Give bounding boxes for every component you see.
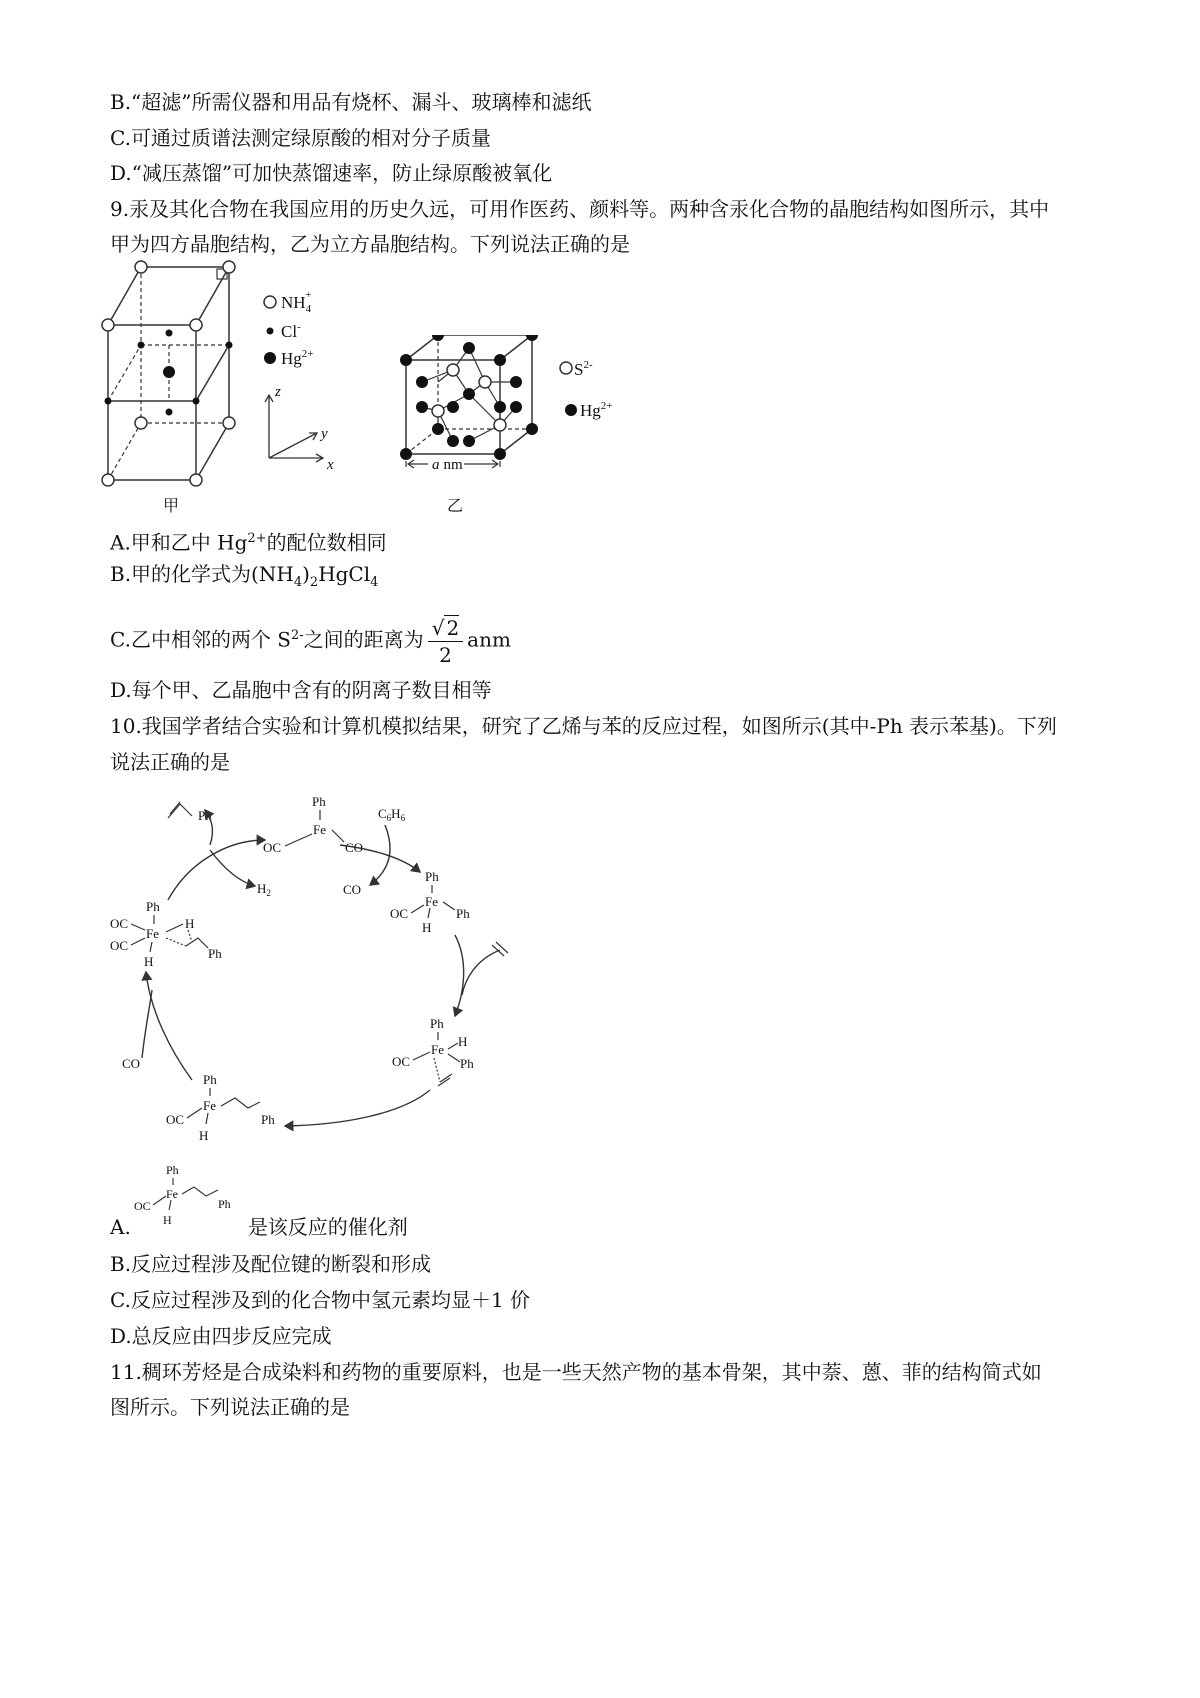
q8-option-d: D.“减压蒸馏”可加快蒸馏速率，防止绿原酸被氧化 bbox=[110, 161, 553, 185]
q9-stem-line2: 甲为四方晶胞结构，乙为立方晶胞结构。下列说法正确的是 bbox=[110, 232, 630, 256]
svg-text:OC: OC bbox=[390, 906, 409, 921]
q11-stem-line1: 11.稠环芳烃是合成染料和药物的重要原料，也是一些天然产物的基本骨架，其中萘、蒽、菲的结构简式如 bbox=[110, 1360, 1042, 1384]
legend-nh4-label: $NH_4+$ bbox=[281, 289, 312, 315]
svg-text:z: z bbox=[275, 384, 281, 400]
svg-text:OC: OC bbox=[166, 1112, 185, 1127]
q9-option-a: A.甲和乙中 $Hg^{2+}$的配位数相同 bbox=[110, 530, 387, 555]
crystal-cell-yi-figure bbox=[390, 335, 670, 535]
q9-option-d: D.每个甲、乙晶胞中含有的阴离子数目相等 bbox=[110, 678, 492, 702]
q8-option-c: C.可通过质谱法测定绿原酸的相对分子质量 bbox=[110, 126, 491, 150]
caption-jia: 甲 bbox=[163, 498, 180, 515]
svg-text:Ph: Ph bbox=[425, 869, 439, 884]
legend-hg-label: $Hg^{2+}$ bbox=[281, 348, 314, 368]
q8-option-b: B.“超滤”所需仪器和用品有烧杯、漏斗、玻璃棒和滤纸 bbox=[110, 90, 592, 114]
svg-text:H: H bbox=[163, 1213, 172, 1226]
svg-text:Fe: Fe bbox=[431, 1042, 444, 1057]
svg-text:OC: OC bbox=[263, 840, 282, 855]
svg-text:H: H bbox=[199, 1128, 209, 1143]
h2-label: $H_2$ bbox=[257, 881, 271, 898]
q10-option-a: A. 是该反应的催化剂 bbox=[110, 1215, 408, 1239]
crystal-cell-jia-figure bbox=[95, 255, 395, 517]
q10-stem-line2: 说法正确的是 bbox=[110, 750, 230, 774]
svg-text:OC: OC bbox=[110, 916, 129, 931]
svg-text:Ph: Ph bbox=[312, 794, 326, 809]
svg-text:OC: OC bbox=[110, 938, 129, 953]
svg-text:Ph: Ph bbox=[430, 1016, 444, 1031]
svg-text:Fe: Fe bbox=[313, 822, 326, 837]
svg-text:Fe: Fe bbox=[146, 926, 159, 941]
q9-option-c: C.乙中相邻的两个 $S^{2-}$之间的距离为 $\frac{√ 2}{2}$ anm bbox=[110, 615, 511, 667]
svg-text:H: H bbox=[185, 916, 195, 931]
svg-text:H: H bbox=[458, 1034, 468, 1049]
svg-text:CO: CO bbox=[343, 882, 362, 897]
svg-text:H: H bbox=[144, 954, 154, 969]
benzene-label: $C_6H_6$ bbox=[378, 806, 406, 823]
q10-option-b: B.反应过程涉及配位键的断裂和形成 bbox=[110, 1252, 432, 1276]
svg-text:Fe: Fe bbox=[425, 894, 438, 909]
svg-text:Ph: Ph bbox=[203, 1072, 217, 1087]
svg-text:OC: OC bbox=[134, 1199, 151, 1213]
svg-text:OC: OC bbox=[392, 1054, 411, 1069]
q10-stem-line1: 10.我国学者结合实验和计算机模拟结果，研究了乙烯与苯的反应过程，如图所示(其中-Ph 表示苯基)。下列 bbox=[110, 714, 1057, 738]
q9-option-b: B.甲的化学式为$(NH_4)_2HgCl_4$ bbox=[110, 562, 379, 590]
legend-cl-label: Cl- bbox=[281, 321, 301, 341]
q11-stem-line2: 图所示。下列说法正确的是 bbox=[110, 1395, 350, 1419]
svg-text:Ph: Ph bbox=[456, 906, 470, 921]
svg-text:Fe: Fe bbox=[166, 1187, 178, 1201]
svg-text:Fe: Fe bbox=[203, 1098, 216, 1113]
catalytic-cycle-diagram bbox=[100, 790, 540, 1160]
svg-text:Ph: Ph bbox=[218, 1197, 231, 1211]
svg-text:Ph: Ph bbox=[166, 1163, 179, 1177]
q10-option-d: D.总反应由四步反应完成 bbox=[110, 1324, 332, 1348]
svg-text:Ph: Ph bbox=[146, 899, 160, 914]
q9-stem-line1: 9.汞及其化合物在我国应用的历史久远，可用作医药、颜料等。两种含汞化合物的晶胞结构如图所示，其中 bbox=[110, 197, 1050, 221]
svg-text:Ph: Ph bbox=[460, 1056, 474, 1071]
svg-text:Ph: Ph bbox=[208, 946, 222, 961]
svg-text:y: y bbox=[321, 426, 328, 442]
caption-yi: 乙 bbox=[447, 498, 464, 515]
q10-option-c: C.反应过程涉及到的化合物中氢元素均显＋1 价 bbox=[110, 1288, 531, 1312]
dimension-label: a nm bbox=[432, 457, 463, 473]
svg-text:Ph: Ph bbox=[198, 808, 212, 823]
legend-hg-label-yi: $Hg^{2+}$ bbox=[580, 400, 613, 420]
svg-text:x: x bbox=[327, 457, 334, 473]
legend-s-label: $S^{2-}$ bbox=[574, 359, 593, 379]
svg-text:CO: CO bbox=[345, 840, 364, 855]
sqrt2-over-2-fraction: $\frac{√ 2}{2}$ bbox=[428, 615, 463, 668]
svg-text:H: H bbox=[422, 920, 432, 935]
svg-text:Ph: Ph bbox=[261, 1112, 275, 1127]
svg-text:CO: CO bbox=[122, 1056, 141, 1071]
